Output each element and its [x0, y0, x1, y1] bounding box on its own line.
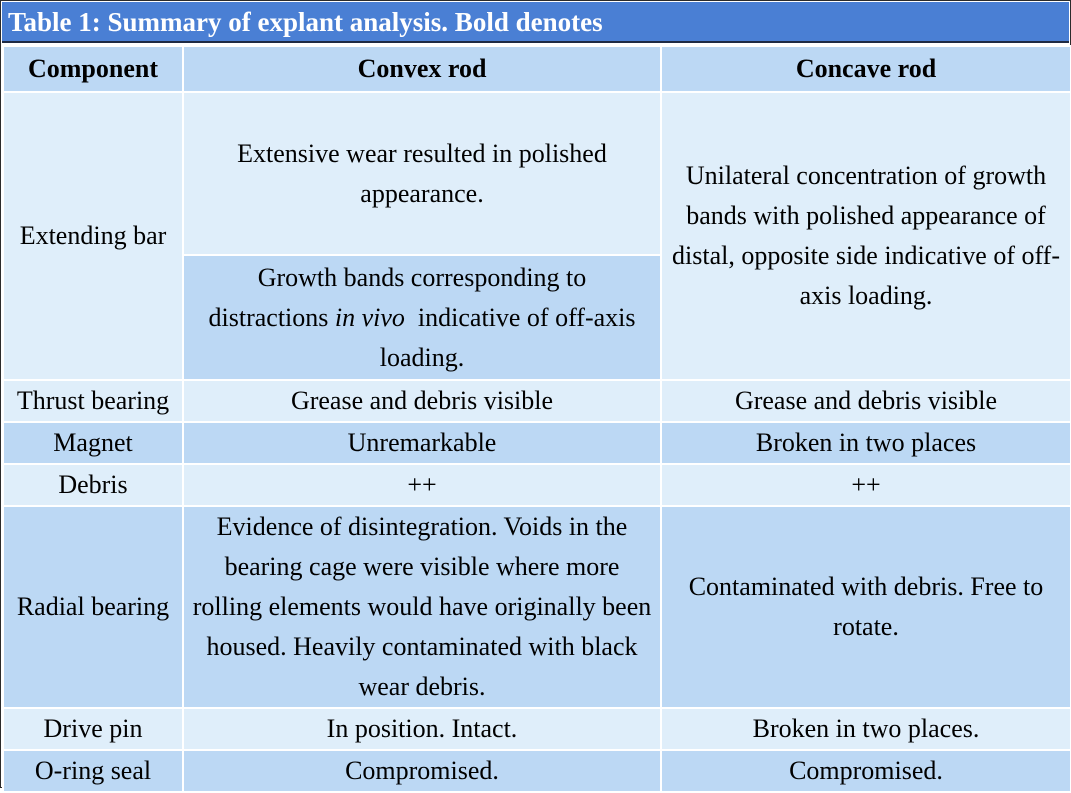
convex-extending-bar-growth	[183, 255, 661, 380]
component-o-ring-seal: O-ring seal	[3, 750, 183, 792]
concave-extending-bar	[661, 92, 1071, 380]
convex-radial-bearing-text: Evidence of disintegration. Voids in the bearing cage were visible where more rolling elements would have originally been housed. Heavily contaminated with black wear debris.	[192, 512, 652, 701]
concave-debris: ++	[661, 464, 1071, 506]
convex-thrust-bearing: Grease and debris visible	[183, 380, 661, 422]
convex-extending-bar-wear	[183, 92, 661, 255]
header-row	[3, 46, 1071, 92]
table-row	[3, 92, 1071, 255]
component-radial-bearing: Radial bearing	[3, 506, 183, 708]
concave-drive-pin: Broken in two places.	[661, 708, 1071, 750]
concave-o-ring-seal: Compromised.	[661, 750, 1071, 792]
concave-thrust-bearing: Grease and debris visible	[661, 380, 1071, 422]
convex-debris: ++	[183, 464, 661, 506]
table-title: Table 1: Summary of explant analysis. Bold denotes	[2, 2, 1069, 43]
growth-text-pre: Growth bands corresponding to distractions	[208, 262, 587, 332]
table-row	[3, 750, 1071, 792]
component-drive-pin: Drive pin	[3, 708, 183, 750]
growth-text-italic: in vivo	[334, 302, 405, 332]
explant-analysis-table	[2, 45, 1071, 793]
component-extending-bar: Extending bar	[3, 92, 183, 380]
concave-extending-bar-text: Unilateral concentration of growth bands with polished appearance of distal, opposite side indicative of off-axis loading.	[672, 161, 1060, 310]
growth-text-post: indicative of off-axis loading.	[379, 302, 642, 372]
convex-radial-bearing	[183, 506, 661, 708]
convex-extending-bar-growth-text	[202, 258, 642, 378]
concave-magnet: Broken in two places	[661, 422, 1071, 464]
table-row	[3, 380, 1071, 422]
header-convex-rod: Convex rod	[183, 46, 661, 92]
table-row	[3, 708, 1071, 750]
header-component: Component	[3, 46, 183, 92]
convex-magnet: Unremarkable	[183, 422, 661, 464]
convex-drive-pin: In position. Intact.	[183, 708, 661, 750]
component-debris: Debris	[3, 464, 183, 506]
convex-extending-bar-wear-text: Extensive wear resulted in polished appearance.	[237, 138, 607, 208]
table-row	[3, 506, 1071, 708]
header-concave-rod: Concave rod	[661, 46, 1071, 92]
component-thrust-bearing: Thrust bearing	[3, 380, 183, 422]
component-magnet: Magnet	[3, 422, 183, 464]
table-row	[3, 422, 1071, 464]
concave-radial-bearing	[661, 506, 1071, 708]
table-row	[3, 464, 1071, 506]
concave-radial-bearing-text: Contaminated with debris. Free to rotate.	[688, 572, 1044, 641]
convex-o-ring-seal: Compromised.	[183, 750, 661, 792]
